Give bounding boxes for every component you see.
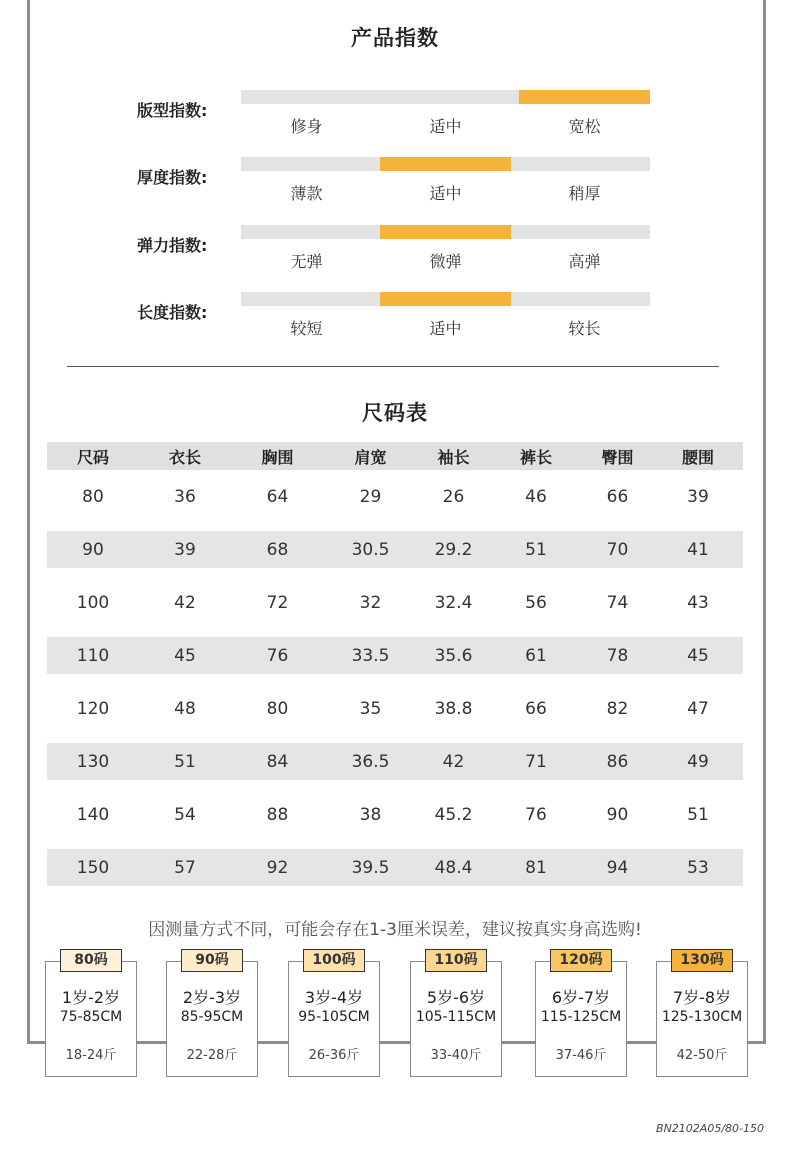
index-label: 弹力指数: bbox=[137, 236, 208, 255]
table-row bbox=[47, 788, 743, 841]
table-cell: 90 bbox=[606, 804, 629, 825]
size-tag: 80码 bbox=[60, 949, 122, 972]
table-cell: 41 bbox=[687, 539, 709, 560]
table-header-row bbox=[47, 442, 743, 470]
table-header-cell: 胸围 bbox=[261, 447, 294, 467]
table-cell: 72 bbox=[266, 592, 289, 613]
table-cell: 51 bbox=[687, 804, 709, 825]
index-option: 适中 bbox=[429, 184, 462, 203]
table-cell: 42 bbox=[174, 592, 196, 613]
table-cell: 32.4 bbox=[434, 592, 473, 613]
table-cell: 36 bbox=[174, 486, 196, 507]
table-row bbox=[47, 682, 743, 735]
table-cell: 45.2 bbox=[434, 804, 473, 825]
size-table bbox=[47, 442, 743, 894]
index-label: 版型指数: bbox=[137, 101, 208, 120]
card-height-range: 85-95CM bbox=[180, 1009, 244, 1025]
index-bar bbox=[241, 225, 650, 239]
table-header-cell: 腰围 bbox=[681, 447, 714, 467]
index-option: 无弹 bbox=[290, 252, 323, 271]
card-weight-range: 37-46斤 bbox=[555, 1048, 607, 1063]
table-cell: 39 bbox=[687, 486, 709, 507]
table-cell: 70 bbox=[606, 539, 629, 560]
table-cell: 100 bbox=[76, 592, 110, 613]
table-cell: 68 bbox=[266, 539, 289, 560]
section-divider bbox=[67, 366, 719, 367]
table-cell: 48 bbox=[174, 698, 196, 719]
table-cell: 82 bbox=[606, 698, 629, 719]
table-cell: 46 bbox=[525, 486, 547, 507]
table-cell: 74 bbox=[606, 592, 629, 613]
size-card bbox=[535, 952, 627, 1077]
table-cell: 66 bbox=[606, 486, 629, 507]
table-cell: 64 bbox=[266, 486, 289, 507]
card-height-range: 75-85CM bbox=[59, 1009, 123, 1025]
table-cell: 36.5 bbox=[351, 751, 390, 772]
card-age-range: 2岁-3岁 bbox=[182, 988, 242, 1007]
table-cell: 71 bbox=[525, 751, 547, 772]
table-row bbox=[47, 531, 743, 568]
table-header-cell: 裤长 bbox=[519, 447, 552, 467]
index-option: 修身 bbox=[290, 117, 323, 136]
table-cell: 30.5 bbox=[351, 539, 390, 560]
index-segment bbox=[241, 90, 372, 104]
table-cell: 56 bbox=[525, 592, 547, 613]
index-bar bbox=[241, 90, 650, 104]
table-cell: 51 bbox=[525, 539, 547, 560]
table-cell: 140 bbox=[76, 804, 110, 825]
table-cell: 110 bbox=[76, 645, 110, 666]
table-cell: 80 bbox=[82, 486, 104, 507]
table-cell: 57 bbox=[174, 857, 196, 878]
product-index-title: 产品指数 bbox=[351, 26, 439, 50]
table-cell: 53 bbox=[687, 857, 709, 878]
table-cell: 32 bbox=[359, 592, 382, 613]
table-cell: 80 bbox=[266, 698, 289, 719]
index-option: 宽松 bbox=[568, 117, 601, 136]
table-cell: 90 bbox=[82, 539, 104, 560]
table-cell: 78 bbox=[606, 645, 629, 666]
index-segment bbox=[241, 292, 372, 306]
table-header-cell: 衣长 bbox=[168, 447, 201, 467]
index-option: 薄款 bbox=[290, 184, 323, 203]
table-cell: 94 bbox=[606, 857, 629, 878]
index-row bbox=[0, 98, 790, 158]
table-cell: 49 bbox=[687, 751, 709, 772]
size-card bbox=[288, 952, 380, 1077]
product-code: BN2102A05/80-150 bbox=[656, 1122, 764, 1135]
table-row bbox=[47, 743, 743, 780]
size-chart-title: 尺码表 bbox=[362, 401, 428, 425]
index-option: 适中 bbox=[429, 117, 462, 136]
table-header-cell: 臀围 bbox=[601, 447, 634, 467]
size-tag: 110码 bbox=[425, 949, 487, 972]
table-cell: 26 bbox=[442, 486, 465, 507]
table-row bbox=[47, 849, 743, 886]
table-cell: 76 bbox=[266, 645, 289, 666]
measurement-note: 因测量方式不同，可能会存在1-3厘米误差，建议按真实身高选购! bbox=[148, 920, 642, 940]
table-cell: 39 bbox=[174, 539, 196, 560]
index-row bbox=[0, 165, 790, 225]
table-cell: 35 bbox=[359, 698, 382, 719]
size-tag: 120码 bbox=[550, 949, 612, 972]
table-cell: 130 bbox=[76, 751, 110, 772]
card-height-range: 115-125CM bbox=[540, 1009, 622, 1025]
index-segment-selected bbox=[380, 157, 511, 171]
size-card bbox=[166, 952, 258, 1077]
card-weight-range: 18-24斤 bbox=[65, 1048, 117, 1063]
card-weight-range: 33-40斤 bbox=[430, 1048, 482, 1063]
table-cell: 54 bbox=[174, 804, 196, 825]
index-segment-selected bbox=[380, 292, 511, 306]
table-cell: 38 bbox=[359, 804, 382, 825]
table-cell: 88 bbox=[266, 804, 289, 825]
index-option: 较短 bbox=[290, 319, 323, 338]
table-cell: 39.5 bbox=[351, 857, 390, 878]
table-cell: 66 bbox=[525, 698, 547, 719]
table-row bbox=[47, 576, 743, 629]
table-cell: 150 bbox=[76, 857, 110, 878]
table-row bbox=[47, 637, 743, 674]
index-segment bbox=[519, 157, 650, 171]
index-row bbox=[0, 233, 790, 293]
index-option: 稍厚 bbox=[568, 184, 601, 203]
table-cell: 42 bbox=[442, 751, 465, 772]
table-cell: 48.4 bbox=[434, 857, 473, 878]
index-option: 适中 bbox=[429, 319, 462, 338]
card-age-range: 1岁-2岁 bbox=[61, 988, 121, 1007]
card-weight-range: 22-28斤 bbox=[186, 1048, 238, 1063]
table-cell: 61 bbox=[525, 645, 547, 666]
card-age-range: 7岁-8岁 bbox=[672, 988, 732, 1007]
index-segment-selected bbox=[380, 225, 511, 239]
table-cell: 86 bbox=[606, 751, 629, 772]
table-cell: 45 bbox=[687, 645, 709, 666]
table-cell: 43 bbox=[687, 592, 709, 613]
table-cell: 84 bbox=[266, 751, 289, 772]
card-weight-range: 26-36斤 bbox=[308, 1048, 360, 1063]
index-bar bbox=[241, 157, 650, 171]
table-cell: 38.8 bbox=[434, 698, 473, 719]
table-cell: 45 bbox=[174, 645, 196, 666]
card-height-range: 125-130CM bbox=[661, 1009, 743, 1025]
index-option: 高弹 bbox=[568, 252, 601, 271]
index-option: 微弹 bbox=[429, 252, 462, 271]
size-card bbox=[45, 952, 137, 1077]
card-weight-range: 42-50斤 bbox=[676, 1048, 728, 1063]
card-age-range: 6岁-7岁 bbox=[551, 988, 611, 1007]
index-segment-selected bbox=[519, 90, 650, 104]
index-segment bbox=[241, 157, 372, 171]
table-row bbox=[47, 470, 743, 523]
index-row bbox=[0, 300, 790, 360]
table-cell: 29 bbox=[359, 486, 382, 507]
index-segment bbox=[380, 90, 511, 104]
table-cell: 51 bbox=[174, 751, 196, 772]
table-cell: 120 bbox=[76, 698, 110, 719]
table-cell: 33.5 bbox=[351, 645, 390, 666]
index-label: 长度指数: bbox=[137, 303, 208, 322]
table-cell: 92 bbox=[266, 857, 289, 878]
table-cell: 47 bbox=[687, 698, 709, 719]
table-cell: 29.2 bbox=[434, 539, 473, 560]
card-height-range: 95-105CM bbox=[298, 1009, 370, 1025]
size-tag: 130码 bbox=[671, 949, 733, 972]
index-label: 厚度指数: bbox=[137, 168, 208, 187]
table-header-cell: 尺码 bbox=[76, 447, 109, 467]
table-cell: 35.6 bbox=[434, 645, 473, 666]
index-option: 较长 bbox=[568, 319, 601, 338]
size-card bbox=[656, 952, 748, 1077]
table-header-cell: 袖长 bbox=[437, 447, 470, 467]
card-age-range: 5岁-6岁 bbox=[426, 988, 486, 1007]
table-header-cell: 肩宽 bbox=[354, 447, 387, 467]
card-height-range: 105-115CM bbox=[415, 1009, 497, 1025]
table-cell: 81 bbox=[525, 857, 547, 878]
size-tag: 100码 bbox=[303, 949, 365, 972]
index-bar bbox=[241, 292, 650, 306]
size-card bbox=[410, 952, 502, 1077]
index-segment bbox=[519, 292, 650, 306]
index-segment bbox=[519, 225, 650, 239]
index-segment bbox=[241, 225, 372, 239]
size-tag: 90码 bbox=[181, 949, 243, 972]
card-age-range: 3岁-4岁 bbox=[304, 988, 364, 1007]
table-cell: 76 bbox=[525, 804, 547, 825]
